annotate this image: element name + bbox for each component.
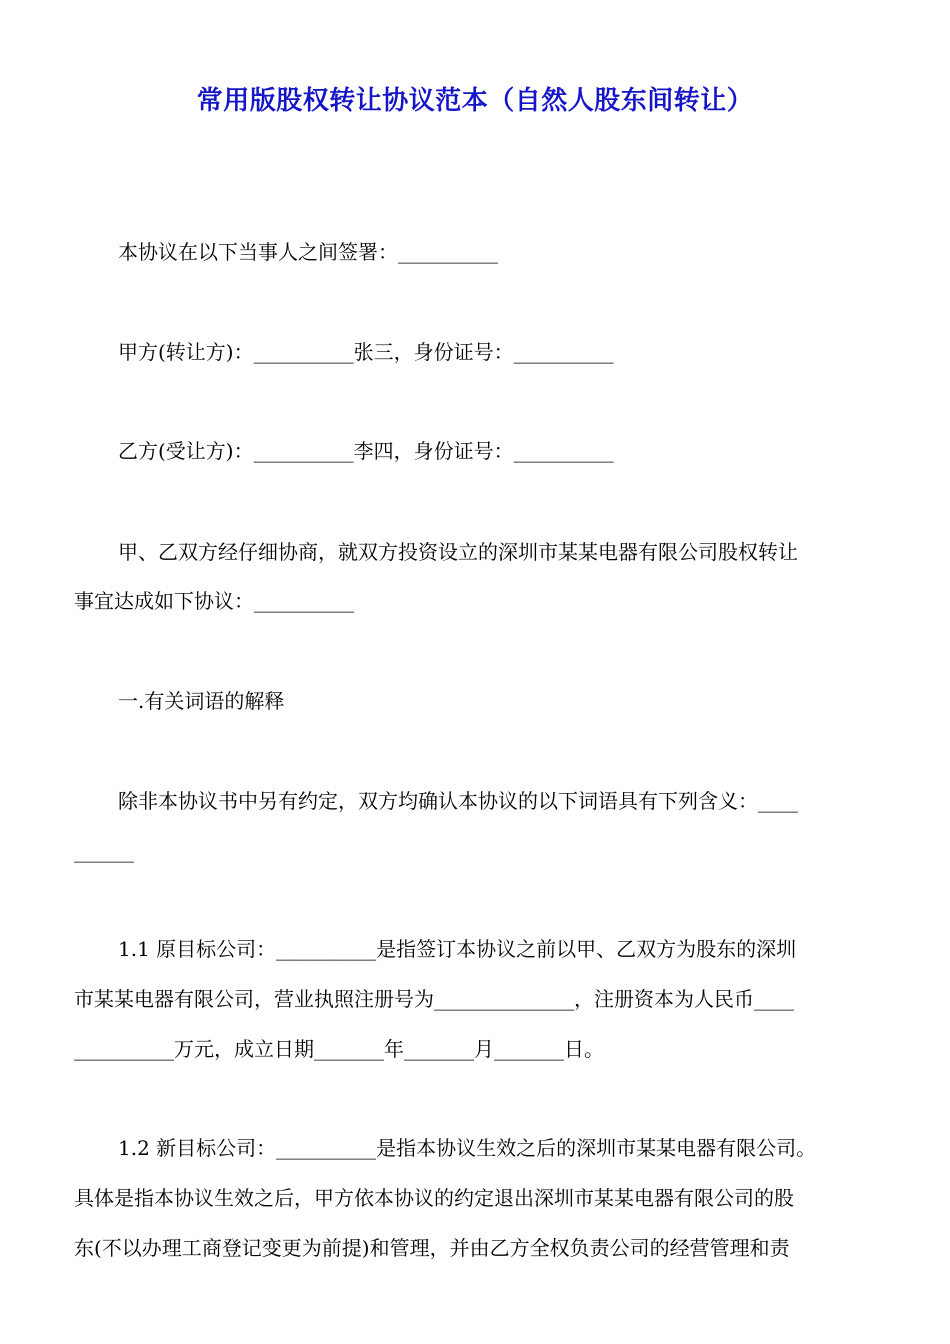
- clause-1-2-line-1: 1.2 新目标公司：__________是指本协议生效之后的深圳市某某电器有限公司。: [118, 1136, 817, 1160]
- clause-1-1-line-1: 1.1 原目标公司：__________是指签订本协议之前以甲、乙双方为股东的深圳: [118, 937, 797, 961]
- definitions-intro-line-1: 除非本协议书中另有约定，双方均确认本协议的以下词语具有下列含义：____: [118, 789, 798, 813]
- agreement-intro-line-2: 事宜达成如下协议：__________: [74, 589, 354, 613]
- section-1-heading: 一.有关词语的解释: [118, 689, 285, 713]
- clause-1-2-line-3: 东(不以办理工商登记变更为前提)和管理，并由乙方全权负责公司的经营管理和责: [74, 1236, 790, 1260]
- agreement-intro-line-1: 甲、乙双方经仔细协商，就双方投资设立的深圳市某某电器有限公司股权转让: [118, 540, 798, 564]
- party-a-line: 甲方(转让方)：__________张三，身份证号：__________: [118, 340, 614, 364]
- clause-1-1-line-3: __________万元，成立日期_______年_______月_______日。: [74, 1037, 604, 1061]
- party-b-line: 乙方(受让方)：__________李四，身份证号：__________: [118, 439, 614, 463]
- document-title: 常用版股权转让协议范本（自然人股东间转让）: [196, 86, 754, 116]
- parties-intro-line: 本协议在以下当事人之间签署：__________: [118, 240, 498, 264]
- clause-1-1-line-2: 市某某电器有限公司，营业执照注册号为______________，注册资本为人民币____: [74, 987, 794, 1011]
- definitions-intro-line-2: ______: [74, 839, 134, 863]
- clause-1-2-line-2: 具体是指本协议生效之后，甲方依本协议的约定退出深圳市某某电器有限公司的股: [74, 1186, 794, 1210]
